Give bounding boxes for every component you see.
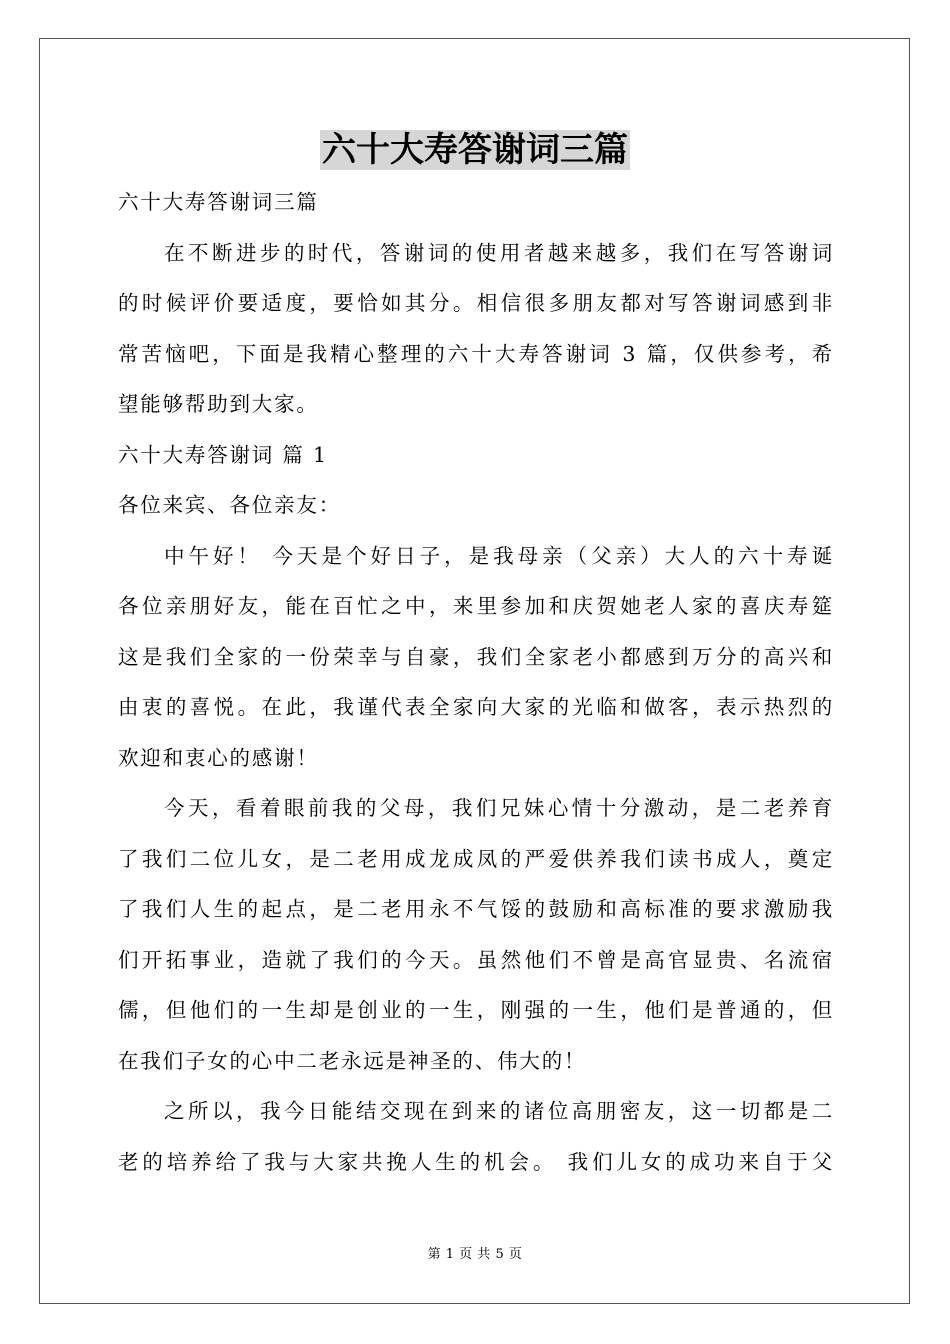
intro-line: 在不断进步的时代，答谢词的使用者越来越多，我们在写答谢词 [164,240,834,265]
intro-line: 常苦恼吧，下面是我精心整理的六十大寿答谢词 3 篇，仅供参考，希 [118,341,834,366]
paragraph-line: 中午好！ 今天是个好日子，是我母亲（父亲）大人的六十寿诞 [164,543,834,568]
paragraph-line: 之所以，我今日能结交现在到来的诸位高朋密友，这一切都是二 [164,1099,834,1123]
document-title-text: 六十大寿答谢词三篇 [322,130,628,170]
document-title [0,126,950,174]
document-body [118,177,834,1187]
page-footer: 第 1 页 共 5 页 [427,1247,523,1262]
section-heading: 六十大寿答谢词 篇 1 [118,442,328,467]
salutation: 各位来宾、各位亲友： [118,493,341,517]
paragraph-line: 儒，但他们的一生却是创业的一生，刚强的一生，他们是普通的，但 [118,998,834,1022]
paragraph-line: 老的培养给了我与大家共挽人生的机会。 我们儿女的成功来自于父 [118,1149,834,1174]
paragraph-line: 在我们子女的心中二老永远是神圣的、伟大的！ [118,1048,587,1073]
intro-line: 的时候评价要适度，要恰如其分。相信很多朋友都对写答谢词感到非 [118,291,834,315]
paragraph-line: 各位亲朋好友，能在百忙之中，来里参加和庆贺她老人家的喜庆寿筵 [118,594,834,618]
paragraph-line: 今天，看着眼前我的父母，我们兄妹心情十分激动，是二老养育 [164,796,834,820]
paragraph-line: 们开拓事业，造就了我们的今天。虽然他们不曾是高官显贵、名流宿 [118,947,834,972]
paragraph-line: 这是我们全家的一份荣幸与自豪，我们全家老小都感到万分的高兴和 [118,644,834,669]
intro-line: 望能够帮助到大家。 [118,392,319,416]
document-subtitle: 六十大寿答谢词三篇 [118,190,319,214]
paragraph-line: 了我们二位儿女，是二老用成龙成凤的严爱供养我们读书成人，奠定 [118,846,834,871]
paragraph-line: 欢迎和衷心的感谢！ [118,745,319,770]
paragraph-line: 了我们人生的起点，是二老用永不气馁的鼓励和高标准的要求激励我 [118,897,834,921]
paragraph-line: 由衷的喜悦。在此，我谨代表全家向大家的光临和做客，表示热烈的 [118,695,834,719]
